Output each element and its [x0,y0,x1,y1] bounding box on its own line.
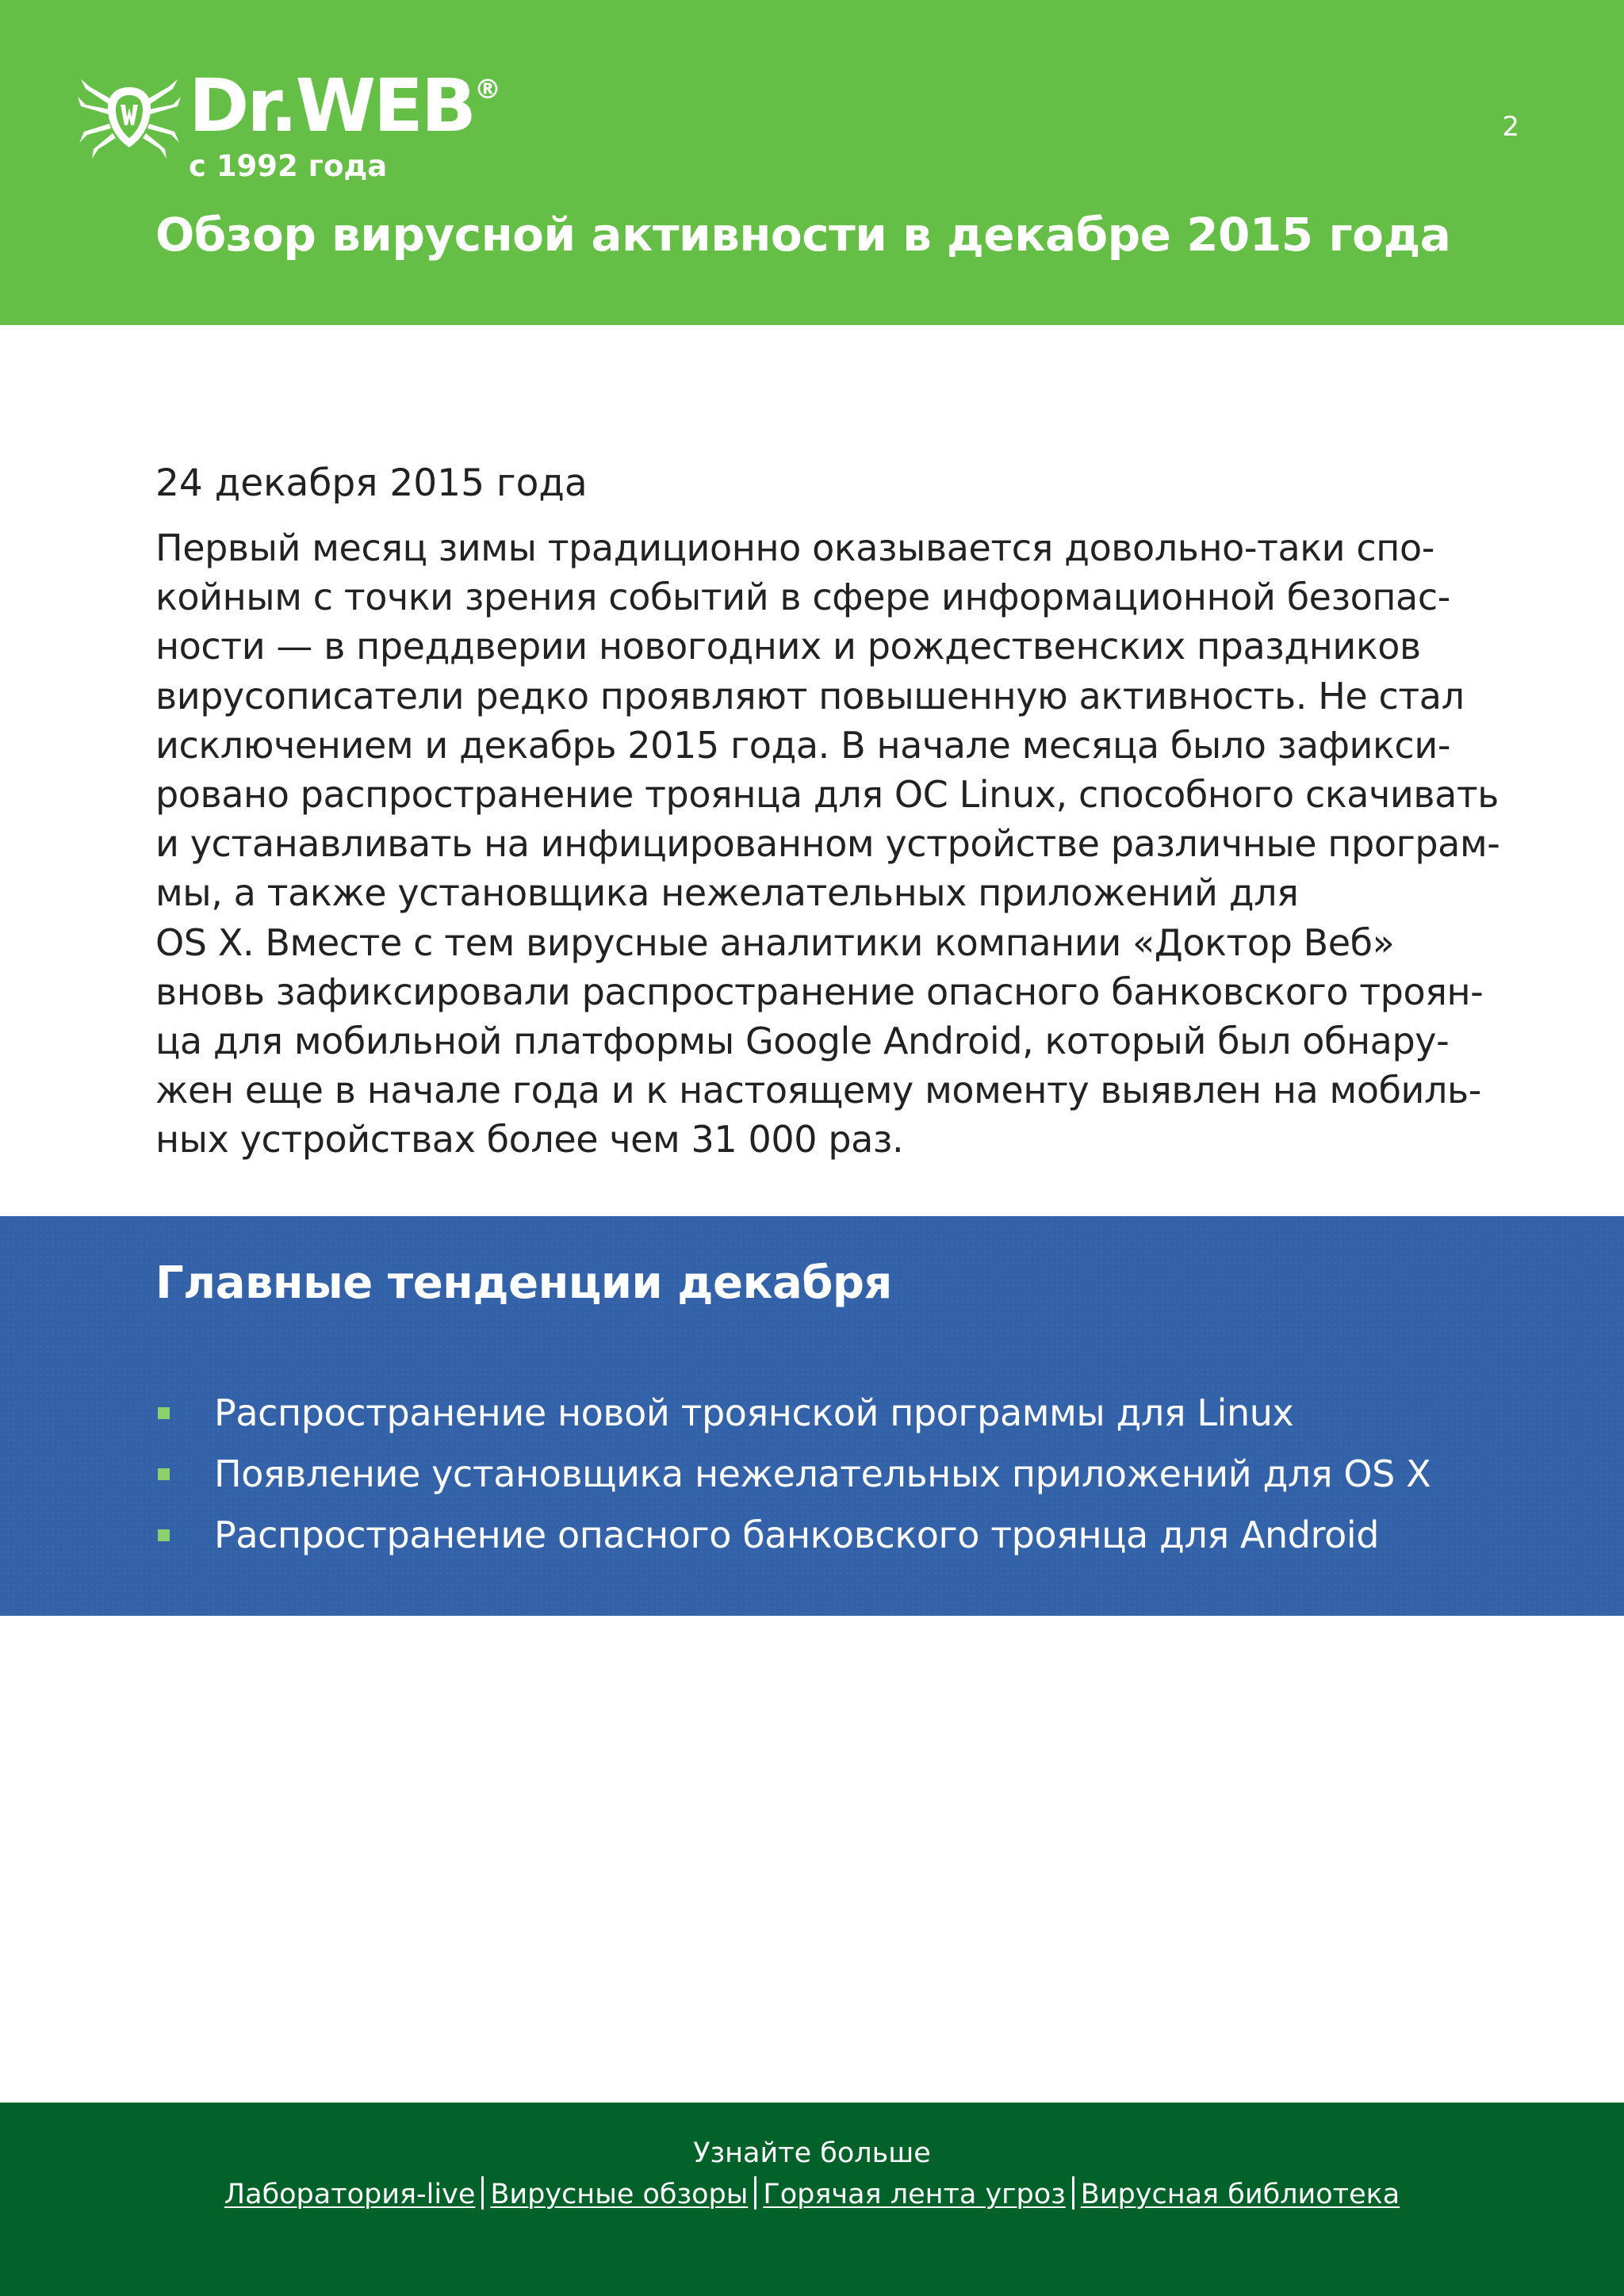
trend-item-text: Распространение новой троянской программы для Linux [214,1391,1294,1434]
logo-wordmark: Dr.WEB® [189,63,502,148]
trend-item-text: Распространение опасного банковского троянца для Android [214,1513,1380,1556]
trends-title: Главные тенденции декабря [155,1257,892,1309]
square-bullet-icon [158,1407,170,1419]
intro-section [155,458,1500,1165]
footer-separator [1072,2176,1074,2210]
intro-paragraph [155,523,1500,1165]
paragraph-line: ности — в преддверии новогодних и рождественских праздников [155,625,1421,668]
square-bullet-icon [158,1468,170,1480]
paragraph-line: ровано распространение троянца для ОС Linux, способного скачивать [155,773,1499,817]
footer-separator [481,2176,484,2210]
paragraph-line: ца для мобильной платформы Google Android, который был обнару- [155,1020,1450,1063]
footer-separator [754,2176,756,2210]
footer-link-virus-library[interactable]: Вирусная библиотека [1080,2179,1400,2210]
paragraph-line: вирусописатели редко проявляют повышенную активность. Не стал [155,674,1465,718]
page-header [0,0,1624,325]
logo-since-year: с 1992 года [189,149,388,183]
publication-date: 24 декабря 2015 года [155,461,588,505]
paragraph-line: Первый месяц зимы традиционно оказывается довольно-таки спо- [155,526,1434,569]
page-number: 2 [1502,111,1519,143]
trend-item-text: Появление установщика нежелательных приложений для OS X [214,1452,1431,1495]
drweb-logo[interactable] [78,63,538,184]
paragraph-line: исключением и декабрь 2015 года. В начале месяца было зафикси- [155,723,1451,767]
learn-more-label: Узнайте больше [693,2137,931,2169]
paragraph-line: жен еще в начале года и к настоящему моменту выявлен на мобиль- [155,1069,1481,1112]
paragraph-line: OS X. Вместе с тем вирусные аналитики компании «Доктор Веб» [155,920,1395,964]
paragraph-line: койным с точки зрения событий в сфере информационной безопас- [155,576,1450,619]
footer-link-threat-feed[interactable]: Горячая лента угроз [763,2179,1066,2210]
paragraph-line: и устанавливать на инфицированном устройстве различные програм- [155,822,1500,866]
page-footer [0,2103,1624,2296]
paragraph-line: вновь зафиксировали распространение опасного банковского троян- [155,970,1484,1013]
square-bullet-icon [158,1529,170,1541]
registered-mark: ® [474,74,502,105]
paragraph-line: ных устройствах более чем 31 000 раз. [155,1118,904,1161]
page-title: Обзор вирусной активности в декабре 2015 года [155,208,1451,262]
paragraph-line: мы, а также установщика нежелательных приложений для [155,871,1299,915]
footer-link-lab-live[interactable]: Лаборатория-live [224,2179,476,2210]
footer-links [0,2179,1624,2212]
trends-section [0,1216,1624,1616]
spider-logo-icon [78,73,181,160]
footer-link-virus-reviews[interactable]: Вирусные обзоры [490,2179,749,2210]
